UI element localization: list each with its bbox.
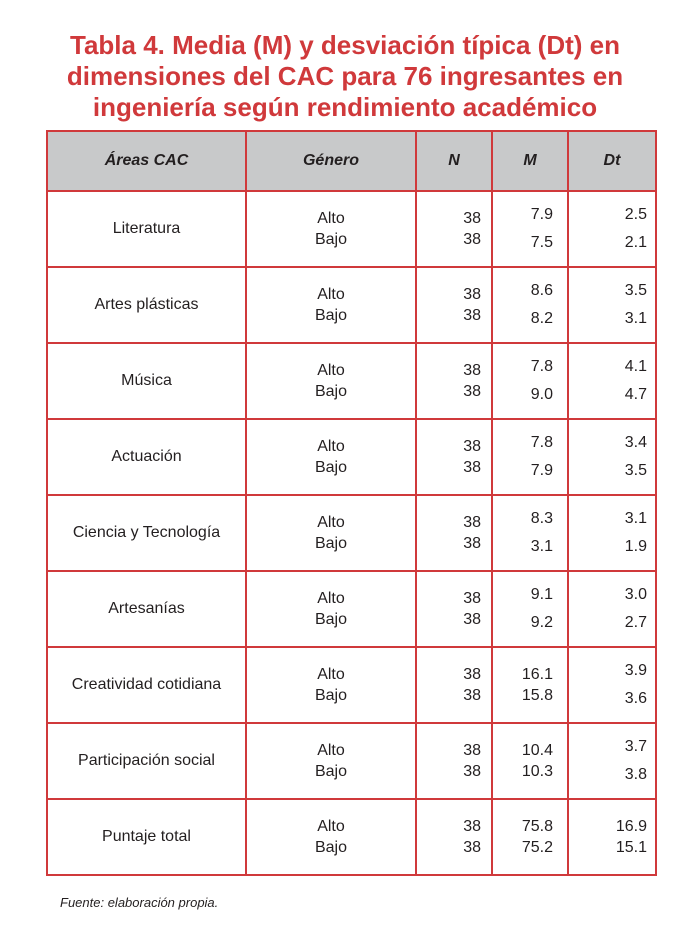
genero-bajo: Bajo <box>314 839 348 856</box>
cell-dt <box>568 343 656 419</box>
cell-n <box>416 799 492 875</box>
n-alto: 38 <box>463 286 481 303</box>
cell-area <box>47 267 246 343</box>
n-bajo: 38 <box>463 535 481 552</box>
n-alto: 38 <box>463 362 481 379</box>
cell-dt <box>568 571 656 647</box>
table-row <box>47 267 656 343</box>
cell-m <box>492 647 568 723</box>
n-alto: 38 <box>463 666 481 683</box>
m-bajo: 75.2 <box>521 839 553 856</box>
title-line-2: dimensiones del CAC para 76 ingresantes en <box>66 61 624 91</box>
area-label: Creatividad cotidiana <box>71 676 222 693</box>
cell-genero <box>246 723 416 799</box>
cell-genero <box>246 343 416 419</box>
dt-bajo: 3.8 <box>624 766 647 783</box>
header-n: N <box>416 131 492 191</box>
dt-alto: 3.7 <box>624 738 647 755</box>
cell-n <box>416 267 492 343</box>
table-row <box>47 343 656 419</box>
table-row <box>47 723 656 799</box>
dt-alto: 3.1 <box>624 510 647 527</box>
dt-bajo: 3.5 <box>624 462 647 479</box>
dt-bajo: 3.6 <box>624 690 647 707</box>
n-bajo: 38 <box>463 687 481 704</box>
m-bajo: 7.5 <box>530 234 553 251</box>
cell-n <box>416 723 492 799</box>
m-alto: 7.8 <box>530 358 553 375</box>
dt-alto: 3.5 <box>624 282 647 299</box>
header-genero: Género <box>246 131 416 191</box>
m-bajo: 8.2 <box>530 310 553 327</box>
cell-area <box>47 343 246 419</box>
m-alto: 10.4 <box>521 742 553 759</box>
m-alto: 7.9 <box>530 206 553 223</box>
cell-genero <box>246 267 416 343</box>
m-alto: 8.3 <box>530 510 553 527</box>
cell-area <box>47 419 246 495</box>
area-label: Puntaje total <box>102 828 191 845</box>
cell-dt <box>568 799 656 875</box>
genero-alto: Alto <box>317 666 345 683</box>
area-label: Participación social <box>78 752 215 769</box>
area-label: Artesanías <box>108 600 185 617</box>
header-row <box>47 131 656 191</box>
genero-bajo: Bajo <box>314 459 348 476</box>
genero-alto: Alto <box>317 818 345 835</box>
header-dt: Dt <box>568 131 656 191</box>
n-alto: 38 <box>463 438 481 455</box>
cell-area <box>47 799 246 875</box>
cell-n <box>416 495 492 571</box>
genero-bajo: Bajo <box>314 611 348 628</box>
genero-bajo: Bajo <box>314 231 348 248</box>
dt-bajo: 15.1 <box>615 839 647 856</box>
n-bajo: 38 <box>463 383 481 400</box>
genero-alto: Alto <box>317 286 345 303</box>
table-row <box>47 571 656 647</box>
cell-area <box>47 571 246 647</box>
cell-genero <box>246 419 416 495</box>
genero-bajo: Bajo <box>314 763 348 780</box>
cell-dt <box>568 191 656 267</box>
table-row <box>47 495 656 571</box>
n-alto: 38 <box>463 590 481 607</box>
dt-alto: 3.4 <box>624 434 647 451</box>
cell-dt <box>568 647 656 723</box>
table-title <box>0 30 690 123</box>
dt-bajo: 2.1 <box>624 234 647 251</box>
table-row <box>47 647 656 723</box>
m-alto: 7.8 <box>530 434 553 451</box>
cell-area <box>47 647 246 723</box>
cell-genero <box>246 647 416 723</box>
genero-bajo: Bajo <box>314 383 348 400</box>
m-alto: 75.8 <box>521 818 553 835</box>
dt-alto: 3.0 <box>624 586 647 603</box>
m-alto: 8.6 <box>530 282 553 299</box>
cell-n <box>416 647 492 723</box>
genero-alto: Alto <box>317 590 345 607</box>
n-alto: 38 <box>463 210 481 227</box>
genero-bajo: Bajo <box>314 535 348 552</box>
dt-alto: 16.9 <box>615 818 647 835</box>
cell-dt <box>568 495 656 571</box>
cell-m <box>492 495 568 571</box>
n-bajo: 38 <box>463 307 481 324</box>
title-line-3: ingeniería según rendimiento académico <box>92 92 598 122</box>
m-bajo: 9.0 <box>530 386 553 403</box>
cell-dt <box>568 419 656 495</box>
cell-genero <box>246 191 416 267</box>
table-row <box>47 419 656 495</box>
n-bajo: 38 <box>463 839 481 856</box>
cell-area <box>47 495 246 571</box>
title-line-1: Tabla 4. Media (M) y desviación típica (Dt) en <box>70 30 620 60</box>
m-bajo: 3.1 <box>530 538 553 555</box>
genero-bajo: Bajo <box>314 687 348 704</box>
n-bajo: 38 <box>463 763 481 780</box>
dt-alto: 4.1 <box>624 358 647 375</box>
cell-genero <box>246 571 416 647</box>
cell-area <box>47 723 246 799</box>
cell-area <box>47 191 246 267</box>
cell-m <box>492 571 568 647</box>
area-label: Artes plásticas <box>94 296 199 313</box>
cell-n <box>416 419 492 495</box>
cell-m <box>492 343 568 419</box>
cell-m <box>492 723 568 799</box>
cell-genero <box>246 799 416 875</box>
cell-n <box>416 191 492 267</box>
cell-m <box>492 419 568 495</box>
area-label: Actuación <box>111 448 182 465</box>
m-bajo: 10.3 <box>521 763 553 780</box>
n-bajo: 38 <box>463 611 481 628</box>
table-row <box>47 191 656 267</box>
m-alto: 16.1 <box>521 666 553 683</box>
area-label: Música <box>121 372 172 389</box>
n-alto: 38 <box>463 818 481 835</box>
dt-bajo: 3.1 <box>624 310 647 327</box>
genero-bajo: Bajo <box>314 307 348 324</box>
m-bajo: 9.2 <box>530 614 553 631</box>
cell-dt <box>568 723 656 799</box>
n-bajo: 38 <box>463 231 481 248</box>
dt-alto: 2.5 <box>624 206 647 223</box>
cell-genero <box>246 495 416 571</box>
n-alto: 38 <box>463 742 481 759</box>
m-bajo: 7.9 <box>530 462 553 479</box>
genero-alto: Alto <box>317 742 345 759</box>
table-row <box>47 799 656 875</box>
cell-m <box>492 799 568 875</box>
dt-bajo: 2.7 <box>624 614 647 631</box>
n-alto: 38 <box>463 514 481 531</box>
source-note: Fuente: elaboración propia. <box>60 895 219 910</box>
n-bajo: 38 <box>463 459 481 476</box>
genero-alto: Alto <box>317 210 345 227</box>
genero-alto: Alto <box>317 362 345 379</box>
cell-n <box>416 343 492 419</box>
dt-alto: 3.9 <box>624 662 647 679</box>
cell-m <box>492 267 568 343</box>
results-table <box>46 130 657 876</box>
m-alto: 9.1 <box>530 586 553 603</box>
genero-alto: Alto <box>317 514 345 531</box>
dt-bajo: 1.9 <box>624 538 647 555</box>
area-label: Literatura <box>112 220 181 237</box>
header-area: Áreas CAC <box>47 131 246 191</box>
cell-dt <box>568 267 656 343</box>
genero-alto: Alto <box>317 438 345 455</box>
cell-m <box>492 191 568 267</box>
m-bajo: 15.8 <box>521 687 553 704</box>
header-m: M <box>492 131 568 191</box>
area-label: Ciencia y Tecnología <box>72 524 221 541</box>
dt-bajo: 4.7 <box>624 386 647 403</box>
cell-n <box>416 571 492 647</box>
